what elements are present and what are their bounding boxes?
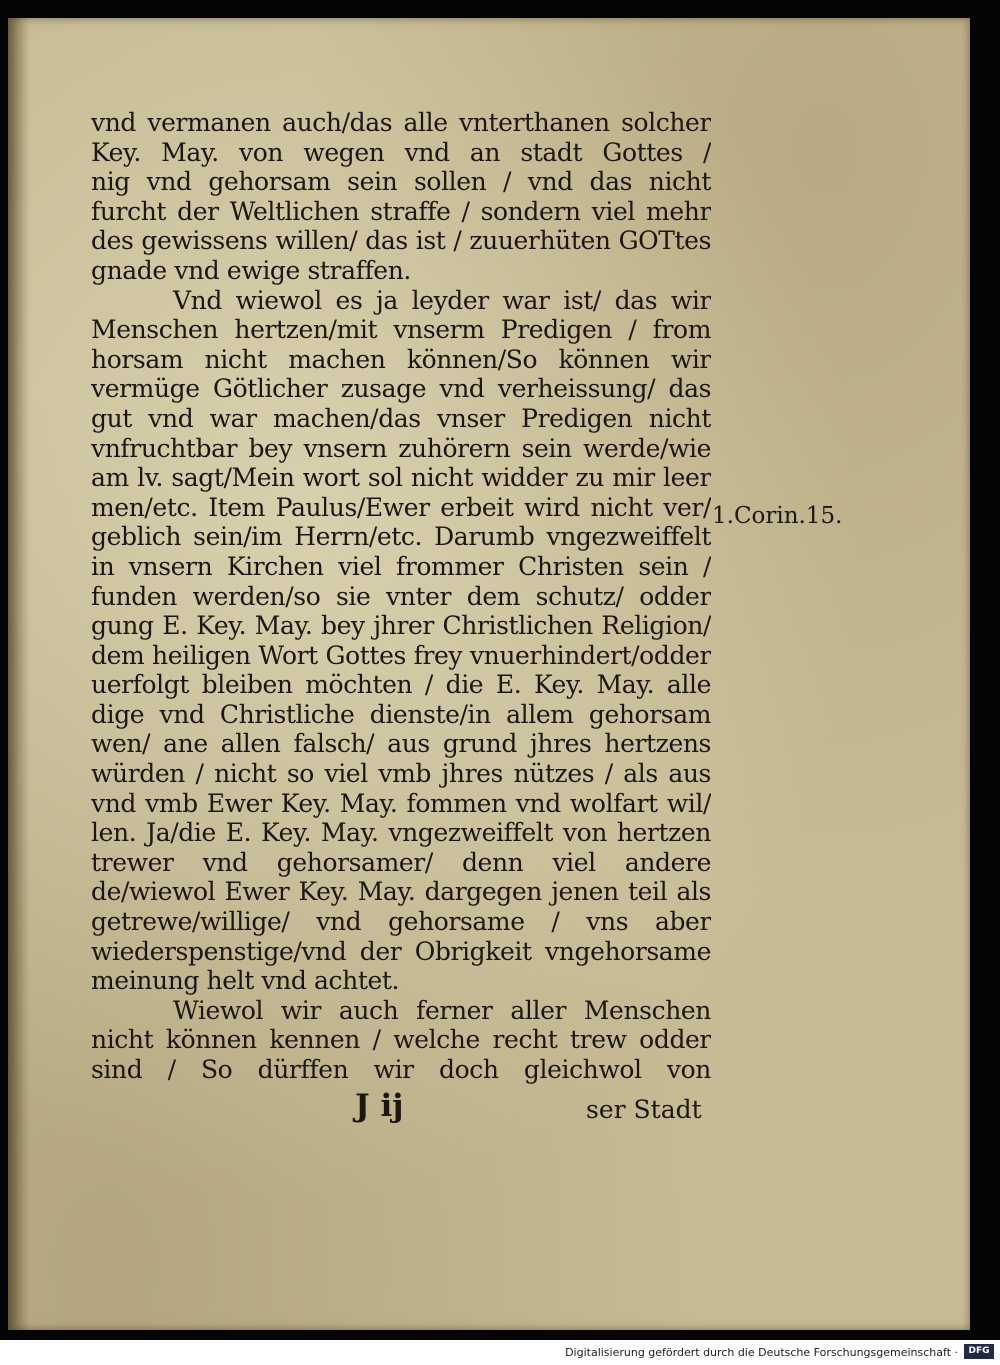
text-line: Menschen hertzen/mit vnserm Predigen / from: [91, 315, 711, 345]
margin-note: 1.Corin.15.: [712, 503, 843, 529]
text-line: dige vnd Christliche dienste/in allem gehorsam: [91, 699, 711, 729]
text-line: horsam nicht machen können/So können wir: [91, 344, 711, 374]
text-line: vnfruchtbar bey vnsern zuhörern sein werde/wie: [91, 433, 711, 463]
text-line: funden werden/so sie vnter dem schutz/ odder: [91, 581, 711, 611]
funding-credit: Digitalisierung gefördert durch die Deutsche Forschungsgemeinschaft ·: [565, 1346, 958, 1359]
text-line: dem heiligen Wort Gottes frey vnuerhindert/odder: [91, 640, 711, 670]
text-line: würden / nicht so viel vmb jhres nützes / als aus: [91, 759, 711, 789]
text-line: gung E. Key. May. bey jhrer Christlichen Religion/: [91, 611, 711, 641]
text-line: wiederspenstige/vnd der Obrigkeit vngehorsame: [91, 936, 711, 966]
text-line: Vnd wiewol es ja leyder war ist/ das wir: [173, 285, 711, 315]
text-line: Key. May. von wegen vnd an stadt Gottes /: [91, 137, 711, 167]
text-line: in vnsern Kirchen viel frommer Christen sein /: [91, 551, 711, 581]
body-text: [91, 108, 711, 1085]
text-line: men/etc. Item Paulus/Ewer erbeit wird nicht ver/: [91, 492, 711, 522]
text-line: gnade vnd ewige straffen.: [91, 255, 411, 285]
text-line: wen/ ane allen falsch/ aus grund jhres hertzens: [91, 729, 711, 759]
text-line: des gewissens willen/ das ist / zuuerhüten GOTtes: [91, 226, 711, 256]
text-line: len. Ja/die E. Key. May. vngezweiffelt von hertzen: [91, 818, 711, 848]
text-line: sind / So dürffen wir doch gleichwol von: [91, 1055, 711, 1084]
text-line: vermüge Götlicher zusage vnd verheissung/ das: [91, 374, 711, 404]
footer-bar: [0, 1340, 1000, 1365]
page-gutter: [8, 18, 30, 1330]
text-line: vnd vmb Ewer Key. May. fommen vnd wolfart wil/: [91, 788, 711, 818]
text-line: getrewe/willige/ vnd gehorsame / vns aber: [91, 907, 711, 937]
text-line: geblich sein/im Herrn/etc. Darumb vngezweiffelt: [91, 522, 711, 552]
dfg-logo: DFG: [964, 1344, 994, 1359]
text-line: am lv. sagt/Mein wort sol nicht widder zu mir leer: [91, 463, 711, 493]
text-line: nicht können kennen / welche recht trew odder: [91, 1025, 711, 1055]
catchword: ser Stadt: [586, 1095, 702, 1124]
text-line: Wiewol wir auch ferner aller Menschen: [173, 995, 711, 1025]
text-line: uerfolgt bleiben möchten / die E. Key. May. alle: [91, 670, 711, 700]
signature-mark: J ij: [355, 1088, 404, 1124]
text-line: nig vnd gehorsam sein sollen / vnd das nicht: [91, 167, 711, 197]
text-line: trewer vnd gehorsamer/ denn viel andere: [91, 847, 711, 877]
text-line: gut vnd war machen/das vnser Predigen nicht: [91, 403, 711, 433]
text-line: de/wiewol Ewer Key. May. dargegen jenen teil als: [91, 877, 711, 907]
text-line: meinung helt vnd achtet.: [91, 966, 400, 996]
text-line: vnd vermanen auch/das alle vnterthanen solcher: [91, 108, 711, 137]
text-line: furcht der Weltlichen straffe / sondern viel mehr: [91, 196, 711, 226]
